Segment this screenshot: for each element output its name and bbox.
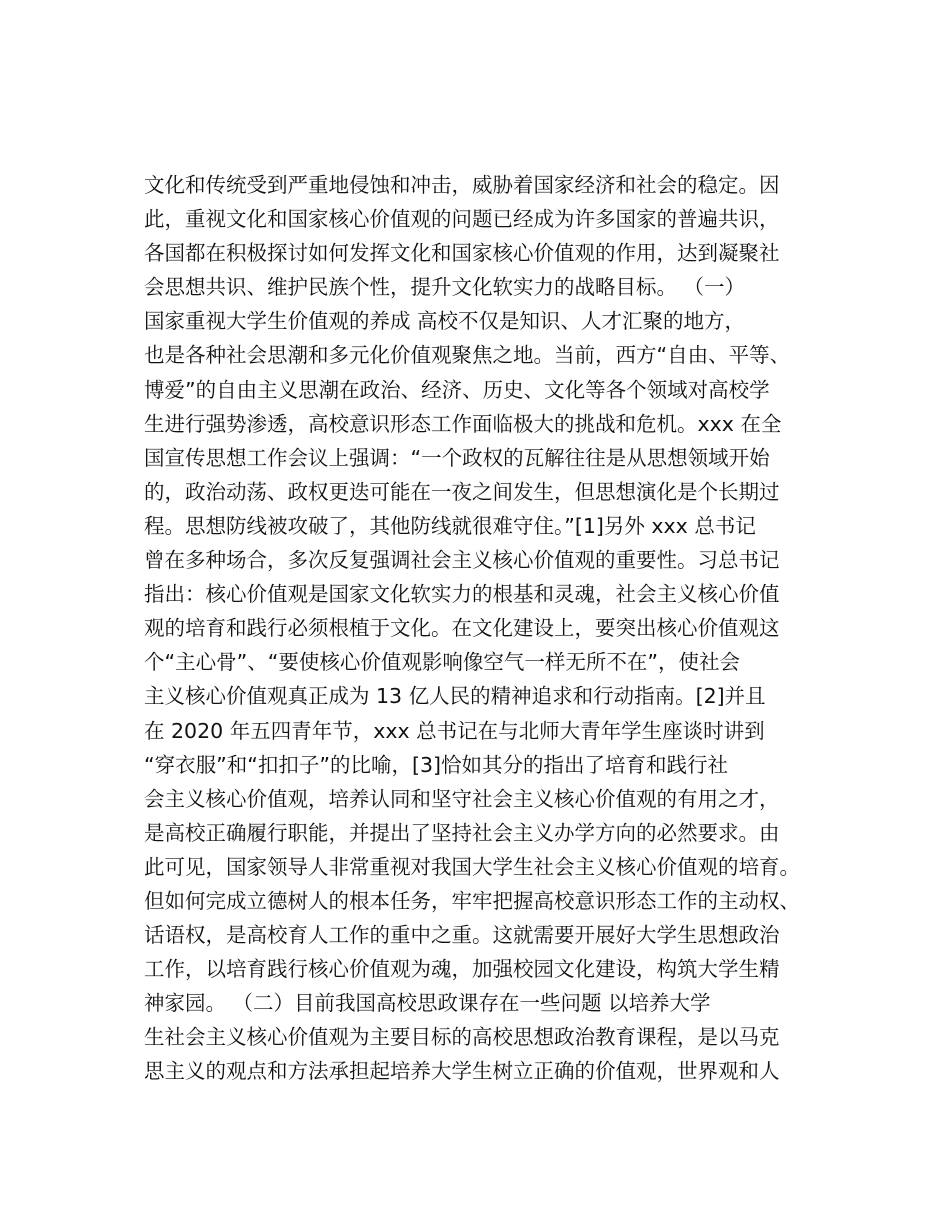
body-text [144,168,834,1089]
text-line-9: 国宣传思想工作会议上强调：“一个政权的瓦解往往是从思想领域开始 [144,445,770,470]
text-line-4: 会思想共识、维护民族个性，提升文化软实力的战略目标。 （一） [144,275,746,300]
text-line-24: 工作，以培育践行核心价值观为魂，加强校园文化建设，构筑大学生精 [144,957,780,982]
text-line-8: 生进行强势渗透，高校意识形态工作面临极大的挑战和危机。xxx 在全 [144,411,782,436]
text-line-23: 话语权，是高校育人工作的重中之重。这就需要开展好大学生思想政治 [144,923,780,948]
text-line-11: 程。思想防线被攻破了，其他防线就很难守住。”[1]另外 xxx 总书记 [144,513,756,538]
text-line-22: 但如何完成立德树人的根本任务，牢牢把握高校意识形态工作的主动权、 [144,888,800,913]
text-line-3: 各国都在积极探讨如何发挥文化和国家核心价值观的作用，达到凝聚社 [144,241,780,266]
text-line-6: 也是各种社会思潮和多元化价值观聚焦之地。当前，西方“自由、平等、 [144,343,791,368]
text-line-26: 生社会主义核心价值观为主要目标的高校思想政治教育课程，是以马克 [144,1025,780,1050]
text-line-15: 个“主心骨”、“要使核心价值观影响像空气一样无所不在”，使社会 [144,650,740,675]
text-line-25: 神家园。 （二）目前我国高校思政课存在一些问题 以培养大学 [144,991,711,1016]
text-line-10: 的，政治动荡、政权更迭可能在一夜之间发生，但思想演化是个长期过 [144,479,780,504]
text-line-17: 在 2020 年五四青年节，xxx 总书记在与北师大青年学生座谈时讲到 [144,718,765,743]
text-line-20: 是高校正确履行职能，并提出了坚持社会主义办学方向的必然要求。由 [144,820,780,845]
text-line-19: 会主义核心价值观，培养认同和坚守社会主义核心价值观的有用之才， [144,786,780,811]
text-line-5: 国家重视大学生价值观的养成 高校不仅是知识、人才汇聚的地方， [144,309,746,334]
text-line-21: 此可见，国家领导人非常重视对我国大学生社会主义核心价值观的培育。 [144,854,800,879]
text-line-13: 指出：核心价值观是国家文化软实力的根基和灵魂，社会主义核心价值 [144,582,780,607]
text-line-1: 文化和传统受到严重地侵蚀和冲击，威胁着国家经济和社会的稳定。因 [144,173,780,197]
text-line-14: 观的培育和践行必须根植于文化。在文化建设上，要突出核心价值观这 [144,616,780,641]
text-line-12: 曾在多种场合，多次反复强调社会主义核心价值观的重要性。习总书记 [144,548,780,573]
text-line-2: 此，重视文化和国家核心价值观的问题已经成为许多国家的普遍共识， [144,207,780,232]
text-line-7: 博爱”的自由主义思潮在政治、经济、历史、文化等各个领域对高校学 [144,377,770,402]
text-line-18: “穿衣服”和“扣扣子”的比喻，[3]恰如其分的指出了培育和践行社 [144,752,729,777]
text-line-27: 思主义的观点和方法承担起培养大学生树立正确的价值观，世界观和人 [144,1059,780,1084]
text-line-16: 主义核心价值观真正成为 13 亿人民的精神追求和行动指南。[2]并且 [144,684,766,709]
